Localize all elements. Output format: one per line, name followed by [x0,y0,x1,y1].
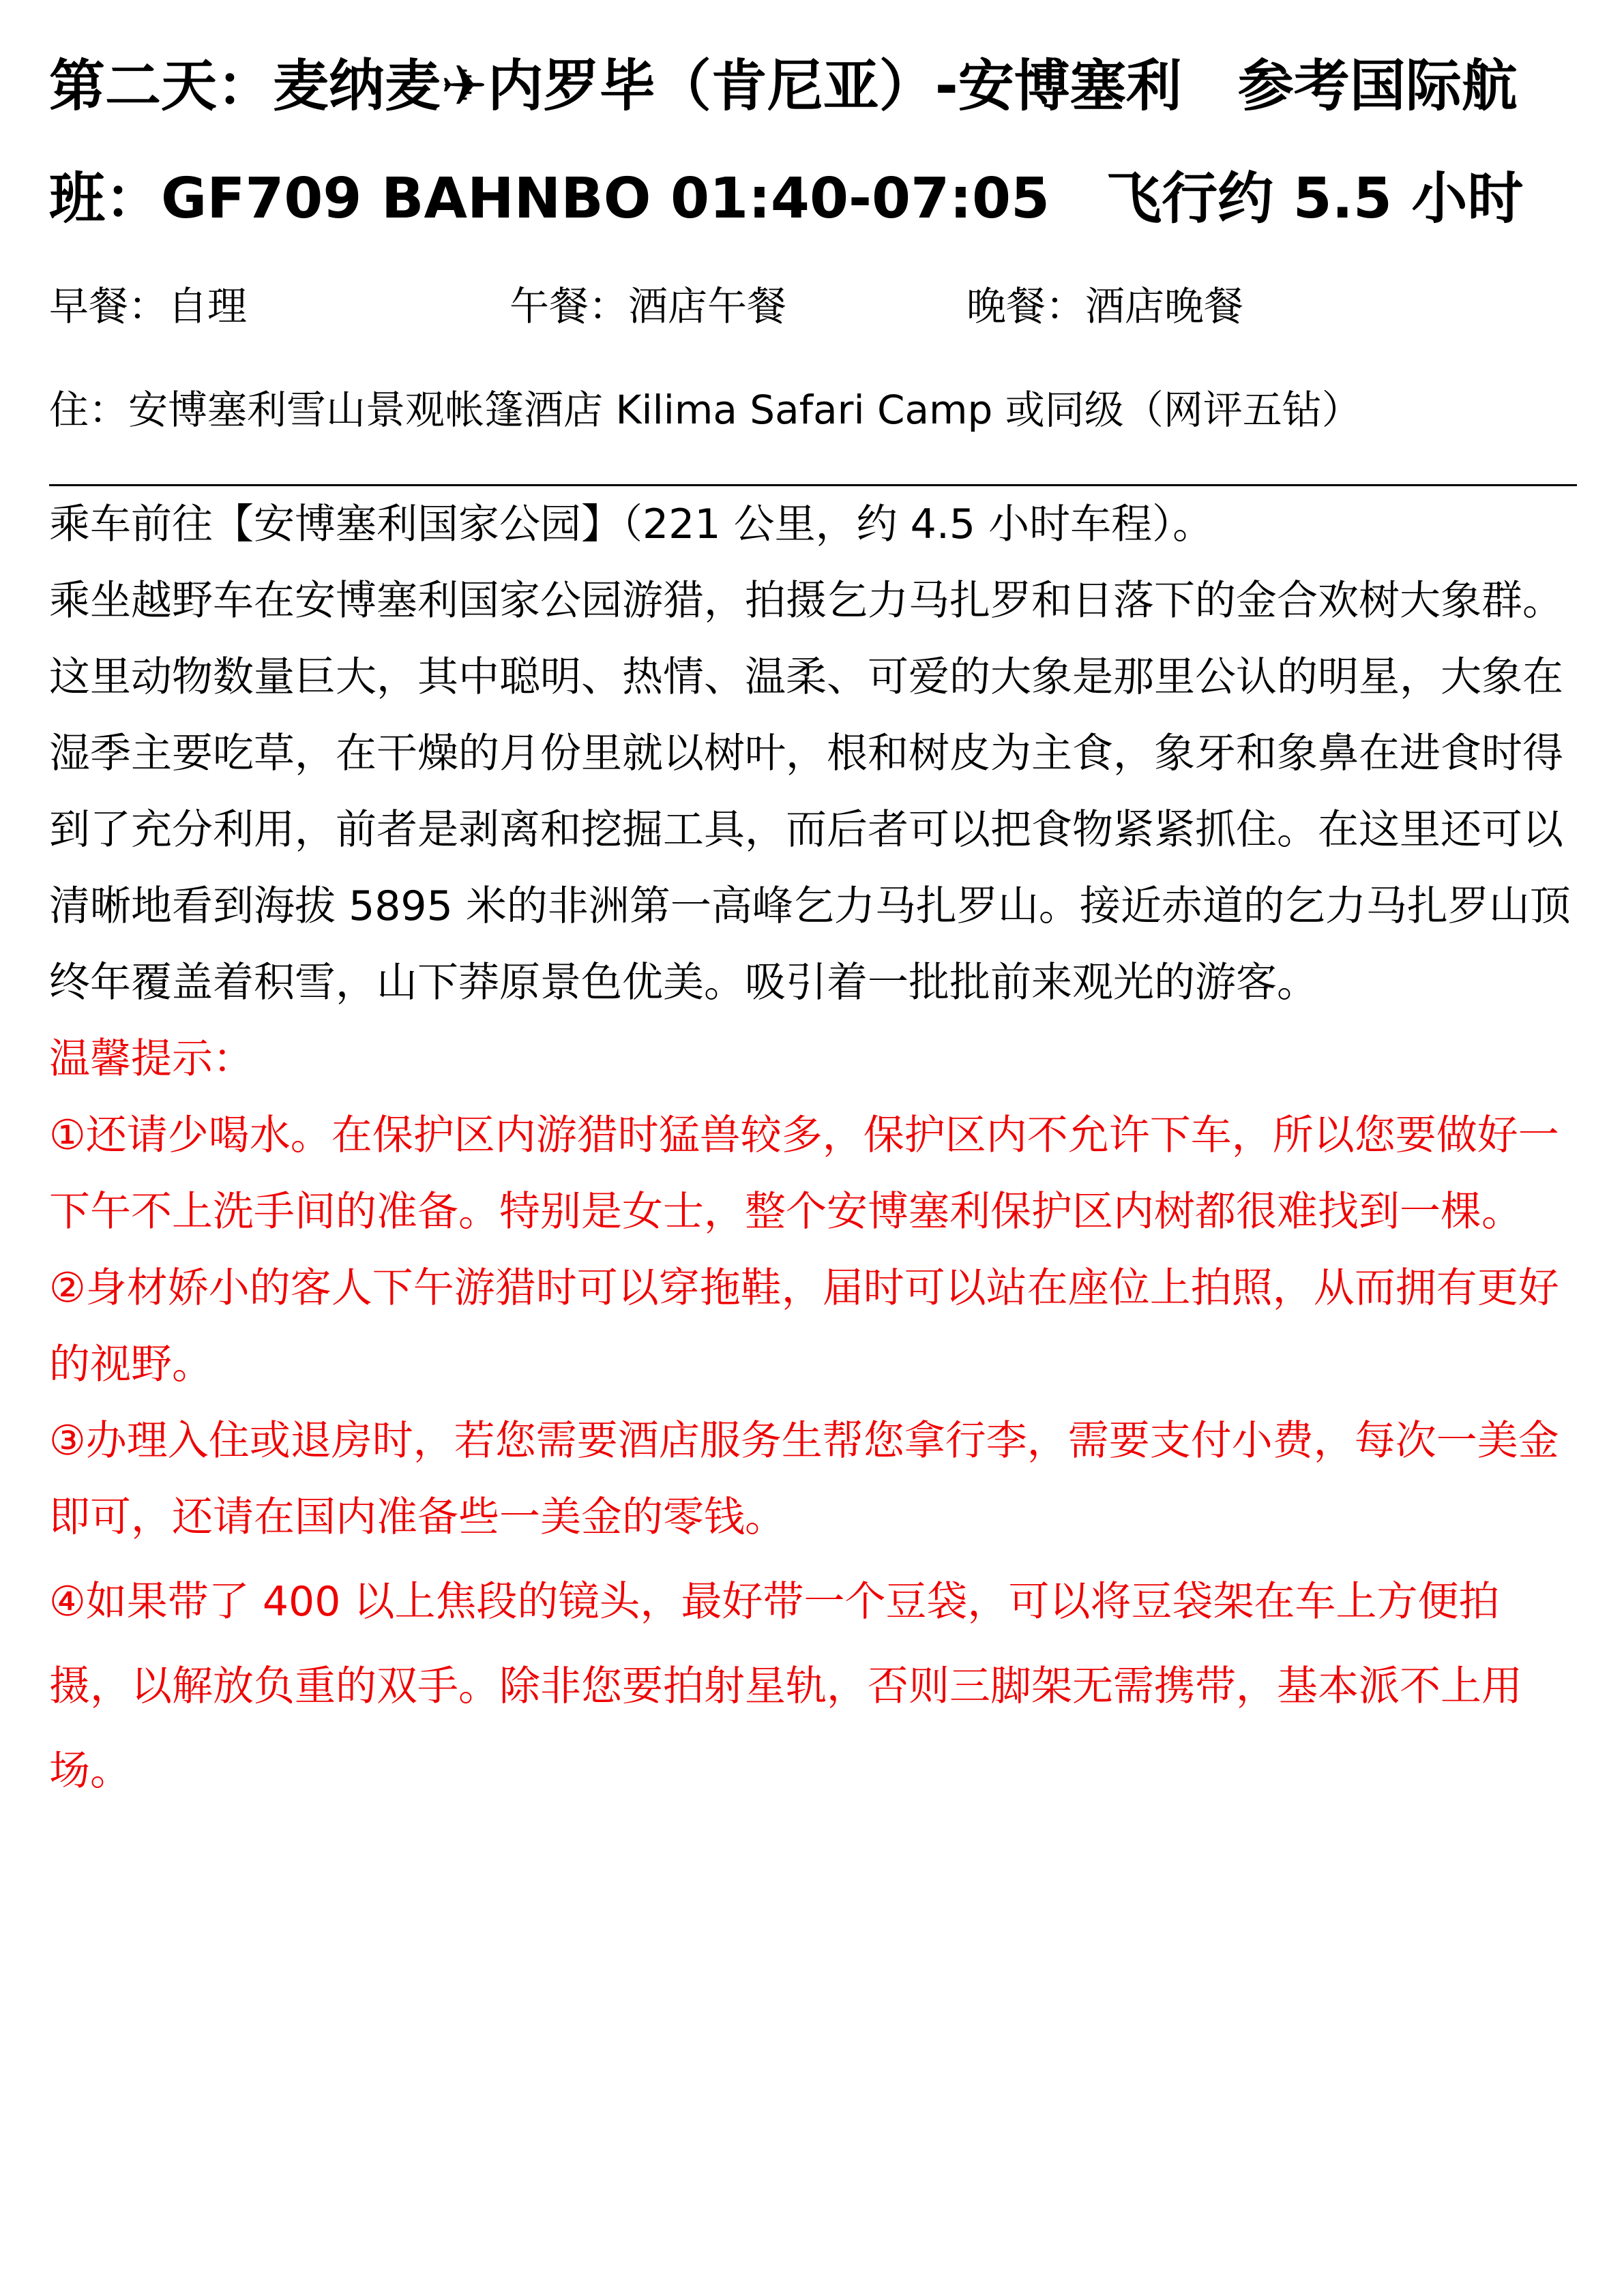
tips-heading: 温馨提示： [49,1035,254,1083]
breakfast-info: 早餐：自理 [49,283,248,329]
tip-item: ④如果带了 400 以上焦段的镜头，最好带一个豆袋，可以将豆袋架在车上方便拍摄，以解放负重的双手。除非您要拍射星轨，否则三脚架无需携带，基本派不上用场。 [49,1578,1522,1795]
lunch-info: 午餐：酒店午餐 [510,283,787,329]
tip-item: ②身材娇小的客人下午游猎时可以穿拖鞋，届时可以站在座位上拍照，从而拥有更好的视野。 [49,1264,1559,1388]
tip-item: ③办理入住或退房时，若您需要酒店服务生帮您拿行李，需要支付小费，每次一美金即可，还请在国内准备些一美金的零钱。 [49,1417,1559,1541]
day-title: 第二天：麦纳麦✈内罗毕（肯尼亚）-安博塞利 参考国际航班：GF709 BAHNBO 01:40-07:05 飞行约 5.5 小时 [49,54,1524,231]
dinner-info: 晚餐：酒店晚餐 [966,283,1244,329]
transfer-text: 乘车前往【安博塞利国家公园】（221 公里，约 4.5 小时车程）。 [49,501,1214,548]
meals-row [49,255,1577,357]
itinerary-body [49,486,1577,1813]
itinerary-page [49,41,1577,1813]
accommodation-info: 住：安博塞利雪山景观帐篷酒店 Kilima Safari Camp 或同级（网评五钻） [49,387,1361,433]
tip-item: ①还请少喝水。在保护区内游猎时猛兽较多，保护区内不允许下车，所以您要做好一下午不上洗手间的准备。特别是女士，整个安博塞利保护区内树都很难找到一棵。 [49,1112,1559,1236]
description-text: 乘坐越野车在安博塞利国家公园游猎，拍摄乞力马扎罗和日落下的金合欢树大象群。这里动物数量巨大，其中聪明、热情、温柔、可爱的大象是那里公认的明星，大象在湿季主要吃草，在干燥的月份里就以树叶，根和树皮为主食，象牙和象鼻在进食时得到了充分利用，前者是剥离和挖掘工具，而后者可以把食物紧紧抓住。在这里还可以清晰地看到海拔 5895 米的非洲第一高峰乞力马扎罗山。接近赤道的乞力马扎罗山顶终年覆盖着积雪，山下莽原景色优美。吸引着一批批前来观光的游客。 [49,577,1571,1007]
